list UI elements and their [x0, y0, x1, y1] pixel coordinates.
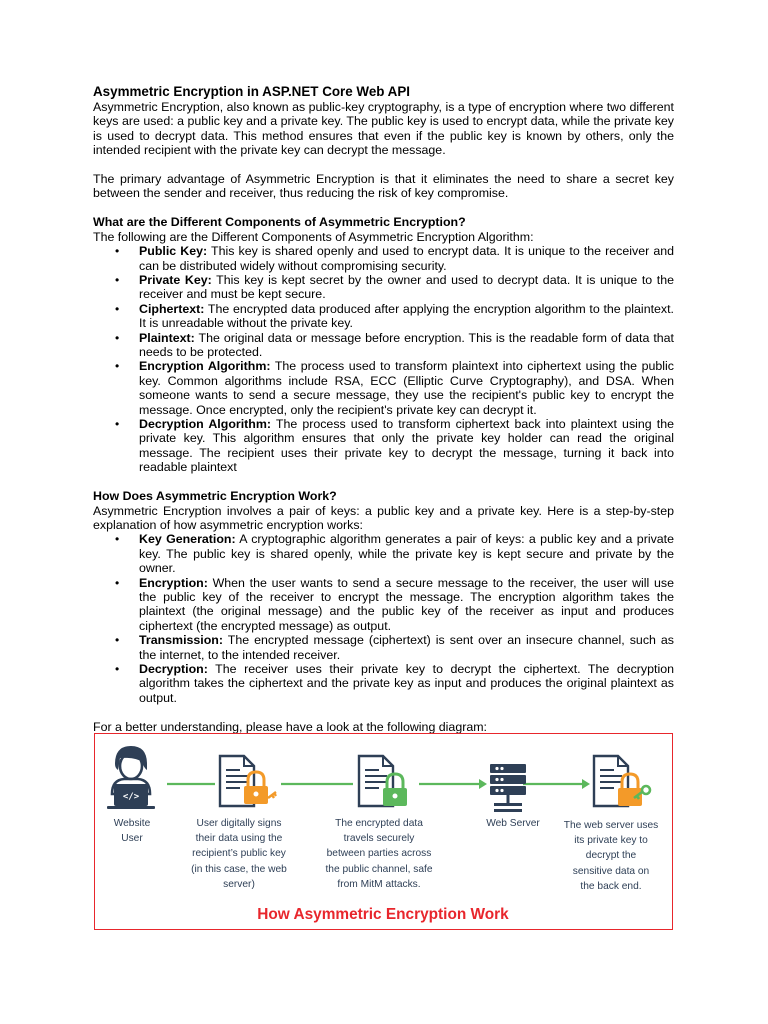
server-icon: [488, 762, 528, 816]
item-text: The process used to transform plaintext into ciphertext using the public key. Common algorithms include RSA, ECC (Elliptic Curve Cryptography), and DSA. When someone wants to send a secure message, they use the recipient's public key to encrypt the message. Once encrypted, only the recipient's private key can decrypt it.: [139, 359, 674, 417]
how-list: [93, 532, 674, 705]
intro-paragraph-2: The primary advantage of Asymmetric Encryption is that it eliminates the need to share a secret key between the sender and receiver, thus reducing the risk of key compromise.: [93, 172, 674, 201]
item-text: The receiver uses their private key to decrypt the ciphertext. The decryption algorithm takes the ciphertext and the private key as input and produces the original plaintext as output.: [139, 661, 674, 705]
caption-line: (in this case, the web: [191, 863, 287, 875]
how-heading: How Does Asymmetric Encryption Work?: [93, 489, 337, 504]
document-green-lock-icon: [353, 754, 417, 814]
list-item: [93, 273, 674, 302]
caption-transit: [314, 816, 444, 892]
list-item: [93, 359, 674, 417]
caption-line: its private key to: [574, 835, 648, 847]
caption-line: User: [121, 833, 143, 845]
item-text: This key is kept secret by the owner and used to decrypt data. It is unique to the receiver and must be kept secure.: [139, 272, 674, 302]
components-list: [93, 244, 674, 475]
arrow-head: [582, 779, 590, 789]
components-lead: The following are the Different Components of Asymmetric Encryption Algorithm:: [93, 229, 534, 244]
caption-line: recipient’s public key: [192, 848, 286, 860]
caption-line: The encrypted data: [335, 818, 423, 829]
caption-line: Web Server: [486, 818, 540, 829]
item-term: Transmission:: [139, 633, 224, 648]
diagram-lead: For a better understanding, please have a look at the following diagram:: [93, 719, 487, 734]
item-text: The encrypted data produced after applying the encryption algorithm to the plaintext. It is unreadable without the private key.: [139, 301, 674, 331]
caption-line: the public channel, safe: [325, 863, 433, 875]
item-text: A cryptographic algorithm generates a pair of keys: a public key and a private key. The public key is shared openly, while the private key is kept secure and private by the owner.: [139, 532, 674, 576]
item-text: This key is shared openly and used to encrypt data. It is unique to the receiver and can be distributed widely without compromising security.: [139, 244, 674, 273]
item-term: Encryption Algorithm:: [139, 359, 271, 374]
caption-server: [473, 816, 553, 831]
caption-line: travels securely: [343, 833, 415, 845]
caption-line: server): [223, 878, 255, 890]
item-term: Encryption:: [139, 575, 208, 590]
list-item: [93, 302, 674, 331]
list-item: [93, 244, 674, 273]
item-term: Key Generation:: [139, 532, 236, 547]
item-term: Decryption:: [139, 661, 208, 676]
document-orange-lock-icon: [216, 754, 280, 814]
caption-line: decrypt the: [585, 850, 637, 862]
intro-paragraph-1: Asymmetric Encryption, also known as public-key cryptography, is a type of encryption where two different keys are used: a public key and a private key. The public key is used to encrypt data, while the private key is used to decrypt data. This method ensures that even if the public key is known by others, only the intended recipient with the private key can decrypt the message.: [93, 100, 674, 158]
caption-line: sensitive data on: [572, 865, 650, 877]
article: [93, 84, 674, 734]
item-term: Private Key:: [139, 272, 212, 287]
caption-line: their data using the: [195, 833, 283, 845]
list-item: [93, 532, 674, 575]
list-item: [93, 633, 674, 662]
item-term: Public Key:: [139, 244, 208, 259]
document-key-icon: [590, 754, 654, 814]
arrow-head: [479, 779, 487, 789]
caption-line: Website: [113, 818, 151, 829]
item-text: The encrypted message (ciphertext) is sent over an insecure channel, such as the internet, to the intended receiver.: [139, 633, 674, 662]
item-term: Ciphertext:: [139, 301, 205, 316]
item-term: Decryption Algorithm:: [139, 417, 271, 431]
caption-user: [101, 816, 163, 846]
svg-text:</>: </>: [122, 792, 140, 802]
how-lead: Asymmetric Encryption involves a pair of keys: a public key and a private key. Here is a step-by-step explanation of how asymmetric encryption works:: [93, 503, 674, 532]
list-item: [93, 576, 674, 634]
item-text: When the user wants to send a secure message to the receiver, the user will use the public key of the receiver to encrypt the message. The encryption algorithm takes the plaintext (the original message) and the public key of the receiver as input and produces ciphertext (the encrypted message) as output.: [139, 575, 674, 633]
user-icon: [106, 744, 156, 810]
caption-decrypt: [555, 818, 667, 894]
diagram-title: How Asymmetric Encryption Work: [257, 906, 509, 923]
item-term: Plaintext:: [139, 330, 195, 345]
list-item: [93, 331, 674, 360]
list-item: [93, 417, 674, 475]
caption-line: between parties across: [326, 848, 432, 860]
components-heading: What are the Different Components of Asymmetric Encryption?: [93, 215, 466, 230]
caption-line: from MitM attacks.: [337, 878, 421, 890]
page-title: Asymmetric Encryption in ASP.NET Core Web API: [93, 84, 410, 99]
list-item: [93, 662, 674, 705]
asymmetric-encryption-diagram: [94, 733, 673, 930]
caption-line: The web server uses: [563, 820, 659, 831]
caption-line: User digitally signs: [196, 818, 282, 829]
caption-sign: [179, 816, 299, 892]
caption-line: the back end.: [580, 880, 642, 892]
item-text: The process used to transform ciphertext back into plaintext using the private key. This algorithm ensures that only the private key holder can read the original message. The recipient uses their private key to decrypt the message, turning it back into readable plaintext: [139, 417, 674, 475]
item-text: The original data or message before encryption. This is the readable form of data that needs to be protected.: [139, 330, 674, 359]
